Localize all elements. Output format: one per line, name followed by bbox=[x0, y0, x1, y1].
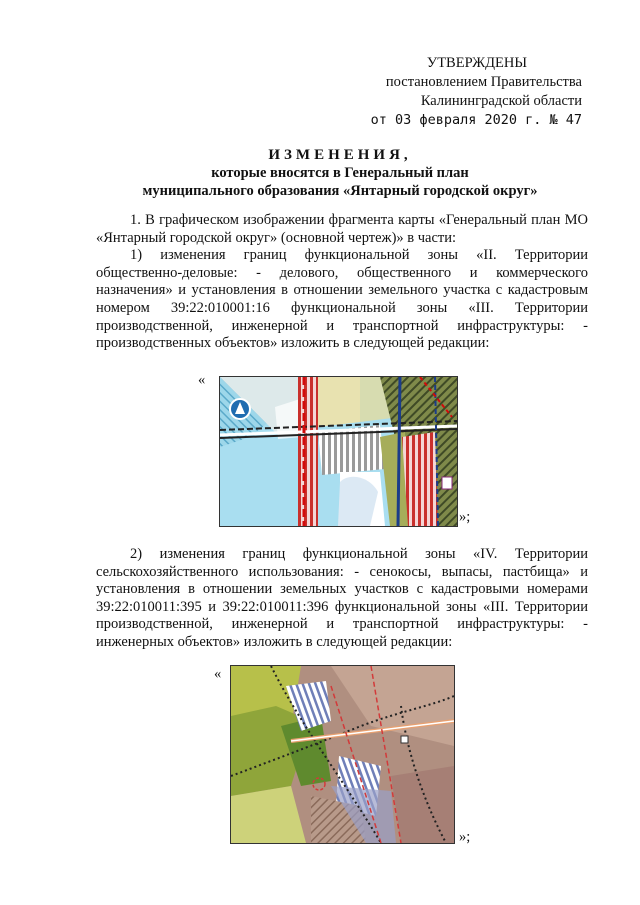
approval-title: УТВЕРЖДЕНЫ bbox=[426, 55, 527, 71]
map-fragment-2 bbox=[230, 665, 455, 844]
quote-open-2: « bbox=[214, 666, 222, 682]
document-title bbox=[90, 146, 590, 200]
approval-stamp bbox=[371, 54, 582, 130]
item-1-2-text: 2) изменения границ функциональной зоны «IV. Территории сельскохозяйственного использования: - сенокосы, выпасы, пастбища» и установления в отношении земельных участков с кадастровыми номерами 39:22:010011:395 и 39:22:010011:396 функциональной зоны «III. Территории производственной, инженерной и транспортной инфраструктуры: - инженерных объектов» изложить в следующей редакции: bbox=[96, 546, 588, 650]
approval-region: Калининградской области bbox=[420, 93, 582, 109]
title-subtitle-1: которые вносятся в Генеральный план bbox=[211, 165, 469, 181]
quote-close-2: »; bbox=[459, 829, 471, 845]
item-1-text: 1. В графическом изображении фрагмента карты «Генеральный план МО «Янтарный городской округ» (основной чертеж)» в части: bbox=[96, 212, 588, 246]
title-main: ИЗМЕНЕНИЯ, bbox=[268, 147, 412, 163]
item-1-1-text: 1) изменения границ функциональной зоны «II. Территории общественно-деловые: - делового, общественного и коммерческого назначения» и установления в отношении земельного участка с кадастровым номером 39:22:010001:16 функциональной зоны «III. Территории производственной, инженерной и транспортной инфраструктуры: - производственных объектов» изложить в следующей редакции: bbox=[96, 247, 588, 352]
section-2 bbox=[96, 546, 588, 652]
title-subtitle-2: муниципального образования «Янтарный городской округ» bbox=[142, 183, 538, 199]
quote-open-1: « bbox=[198, 372, 206, 388]
quote-close-1: »; bbox=[459, 509, 471, 525]
approval-resolution: постановлением Правительства bbox=[385, 74, 582, 90]
approval-date: от 03 февраля 2020 г. № 47 bbox=[370, 112, 582, 128]
map-fragment-1 bbox=[219, 376, 458, 527]
section-1 bbox=[96, 212, 588, 353]
